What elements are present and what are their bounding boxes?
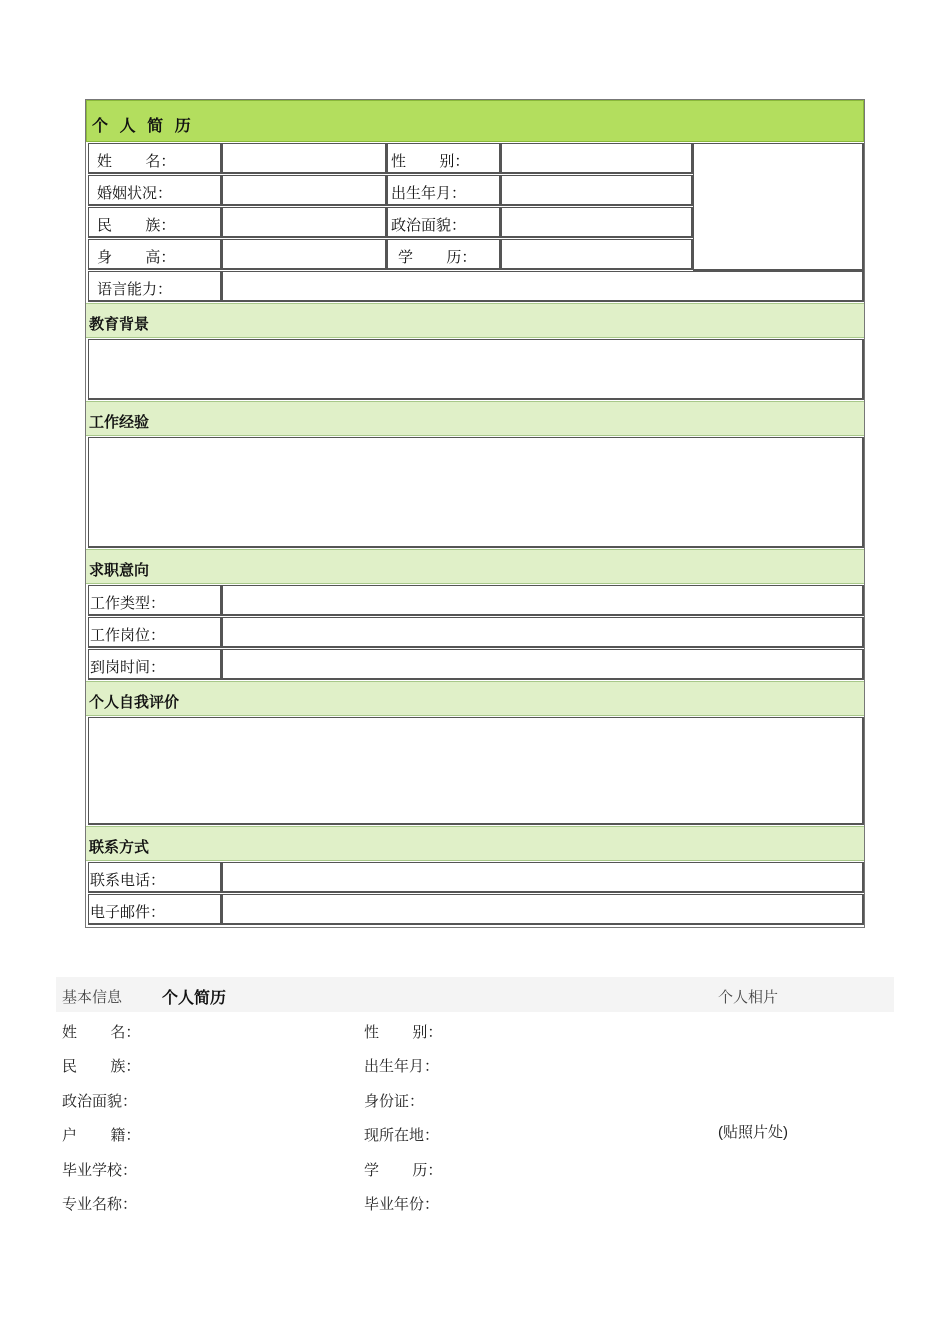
list-hukou-label: 户 籍：	[62, 1126, 141, 1144]
resume-title: 个 人 简 历	[92, 116, 194, 135]
resume-title-bar	[86, 100, 864, 142]
photo-cell[interactable]	[693, 143, 864, 271]
list-gender-label: 性 别：	[364, 1023, 443, 1041]
list-school-label: 毕业学校：	[62, 1161, 138, 1179]
phone-label: 联系电话：	[90, 871, 166, 889]
birth-label: 出生年月：	[391, 184, 467, 202]
education-input[interactable]	[501, 239, 693, 270]
list-id-card-label: 身份证：	[364, 1092, 425, 1110]
marital-label: 婚姻状况：	[97, 184, 173, 202]
birth-input[interactable]	[501, 175, 693, 206]
name-label-cell	[88, 143, 222, 174]
work-textarea[interactable]	[88, 437, 864, 548]
political-label: 政治面貌：	[391, 216, 467, 234]
name-input[interactable]	[222, 143, 387, 174]
self-eval-textarea[interactable]	[88, 717, 864, 825]
list-political-label: 政治面貌：	[62, 1092, 138, 1110]
language-label-cell	[88, 271, 222, 302]
list-major-label: 专业名称：	[62, 1195, 138, 1213]
language-label: 语言能力：	[97, 280, 173, 298]
list-residence-label: 现所在地：	[364, 1126, 440, 1144]
photo-placeholder[interactable]: (贴照片处)	[718, 1124, 788, 1141]
self-eval-section-title: 个人自我评价	[89, 693, 180, 711]
job-type-label-cell	[88, 585, 222, 616]
gender-label: 性 别：	[391, 152, 470, 170]
job-type-input[interactable]	[222, 585, 864, 616]
work-section-title: 工作经验	[89, 413, 150, 431]
height-label: 身 高：	[97, 248, 176, 266]
education-label: 学 历：	[398, 248, 477, 266]
education-label-cell	[387, 239, 501, 270]
self-eval-section-header	[86, 681, 864, 716]
basic-info-label: 基本信息	[62, 988, 123, 1006]
education-section-title: 教育背景	[89, 315, 150, 333]
start-time-label-cell	[88, 649, 222, 680]
ethnicity-label: 民 族：	[97, 216, 176, 234]
birth-label-cell	[387, 175, 501, 206]
gender-label-cell	[387, 143, 501, 174]
email-label: 电子邮件：	[90, 903, 166, 921]
marital-input[interactable]	[222, 175, 387, 206]
email-input[interactable]	[222, 894, 864, 925]
list-ethnicity-label: 民 族：	[62, 1057, 141, 1075]
ethnicity-label-cell	[88, 207, 222, 238]
phone-input[interactable]	[222, 862, 864, 893]
work-section-header	[86, 401, 864, 436]
intent-section-title: 求职意向	[89, 561, 150, 579]
name-label: 姓 名：	[97, 152, 176, 170]
email-label-cell	[88, 894, 222, 925]
list-name-label: 姓 名：	[62, 1023, 141, 1041]
education-section-header	[86, 303, 864, 338]
contact-section-title: 联系方式	[89, 838, 150, 856]
list-birth-label: 出生年月：	[364, 1057, 440, 1075]
resume-list-header	[56, 977, 894, 1012]
contact-section-header	[86, 826, 864, 861]
phone-label-cell	[88, 862, 222, 893]
political-label-cell	[387, 207, 501, 238]
job-position-input[interactable]	[222, 617, 864, 648]
job-position-label: 工作岗位：	[90, 626, 166, 644]
political-input[interactable]	[501, 207, 693, 238]
start-time-input[interactable]	[222, 649, 864, 680]
list-grad-year-label: 毕业年份：	[364, 1195, 440, 1213]
height-label-cell	[88, 239, 222, 270]
height-input[interactable]	[222, 239, 387, 270]
start-time-label: 到岗时间：	[90, 658, 166, 676]
ethnicity-input[interactable]	[222, 207, 387, 238]
photo-header-label: 个人相片	[718, 988, 779, 1006]
marital-label-cell	[88, 175, 222, 206]
resume-list-title: 个人简历	[162, 988, 227, 1007]
job-type-label: 工作类型：	[90, 594, 166, 612]
education-textarea[interactable]	[88, 339, 864, 400]
language-input[interactable]	[222, 271, 864, 302]
job-position-label-cell	[88, 617, 222, 648]
list-education-label: 学 历：	[364, 1161, 443, 1179]
gender-input[interactable]	[501, 143, 693, 174]
intent-section-header	[86, 549, 864, 584]
